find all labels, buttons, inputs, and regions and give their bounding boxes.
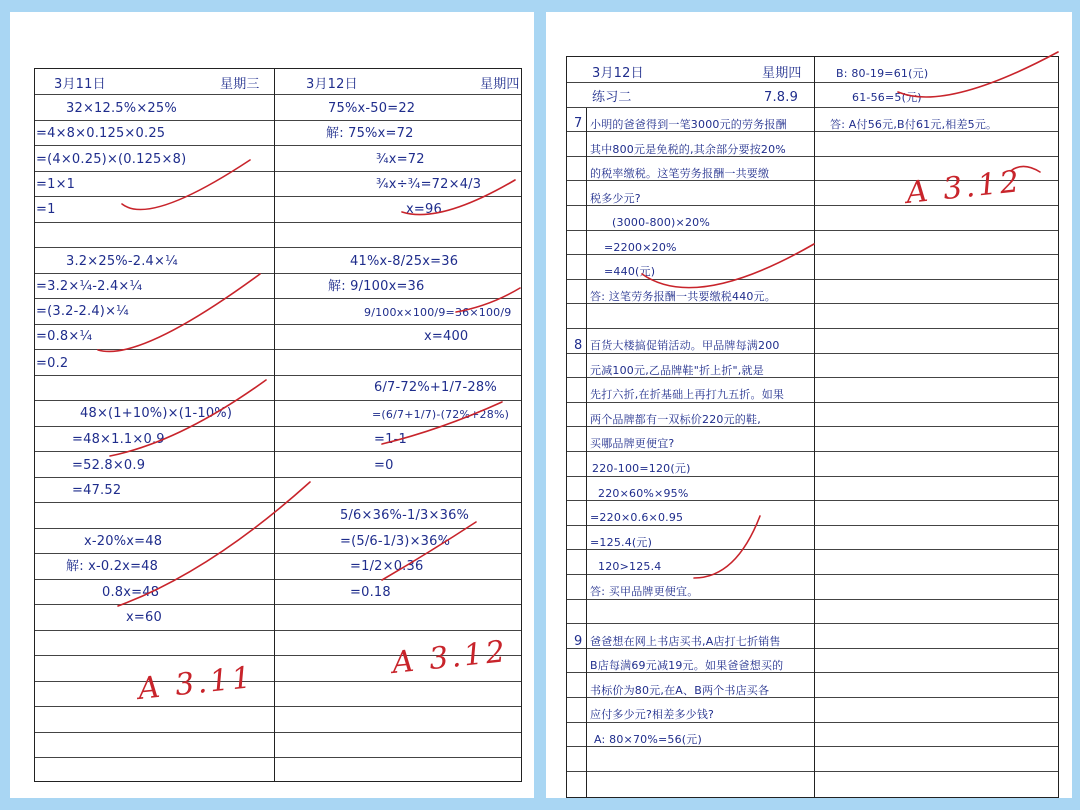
calc-line: =0.18	[350, 585, 391, 600]
problem-line: 应付多少元?相差多少钱?	[590, 708, 715, 721]
problem-line: 元减100元,乙品牌鞋"折上折",就是	[590, 364, 764, 377]
calc-line: 解: 9/100x=36	[328, 279, 425, 294]
calc-line: 解: x-0.2x=48	[66, 559, 159, 574]
calc-line: =(5/6-1/3)×36%	[340, 534, 451, 549]
calc-line: x-20%x=48	[84, 534, 163, 549]
date-col2: 3月12日	[306, 77, 358, 92]
problem-number: 8	[574, 338, 583, 353]
solution-line: =440(元)	[604, 265, 656, 278]
calc-line: ¾x=72	[376, 152, 425, 167]
right-notebook-page	[546, 12, 1072, 798]
calc-line: 48×(1+10%)×(1-10%)	[80, 406, 233, 421]
calc-line: 32×12.5%×25%	[66, 101, 177, 116]
left-notebook-page	[10, 12, 534, 798]
solution-line: =2200×20%	[604, 241, 677, 254]
solution-line: B: 80-19=61(元)	[836, 67, 929, 80]
calc-line: 5/6×36%-1/3×36%	[340, 508, 470, 523]
calc-line: x=96	[406, 202, 442, 217]
solution-line: 61-56=5(元)	[852, 91, 922, 104]
problem-line: 小明的爸爸得到一笔3000元的劳务报酬	[590, 118, 787, 131]
solution-line: 220×60%×95%	[598, 487, 689, 500]
calc-line: =0.2	[36, 356, 69, 371]
calc-line: =0.8×¼	[36, 329, 93, 344]
calc-line: x=60	[126, 610, 162, 625]
problem-number: 7	[574, 116, 583, 131]
calc-line: =(4×0.25)×(0.125×8)	[36, 152, 187, 167]
problem-line: 的税率缴税。这笔劳务报酬一共要缴	[590, 167, 770, 180]
teacher-grade-mark: A 3.12	[904, 164, 1024, 211]
weekday-col1: 星期四	[762, 66, 802, 81]
calc-line: =0	[374, 458, 394, 473]
calc-line: 9/100x×100/9=36×100/9	[364, 306, 512, 319]
calc-line: =3.2×¼-2.4×¼	[36, 279, 143, 294]
problem-line: B店每满69元减19元。如果爸爸想买的	[590, 659, 784, 672]
problem-line: 书标价为80元,在A、B两个书店买各	[590, 684, 770, 697]
calc-line: =(3.2-2.4)×¼	[36, 304, 129, 319]
problem-line: 其中800元是免税的,其余部分要按20%	[590, 143, 786, 156]
problem-line: 先打六折,在折基础上再打九五折。如果	[590, 388, 785, 401]
answer-line: 答: A付56元,B付61元,相差5元。	[830, 118, 998, 131]
calc-line: =1/2×0.36	[350, 559, 424, 574]
problem-line: 买哪品牌更便宜?	[590, 437, 675, 450]
calc-line: 6/7-72%+1/7-28%	[374, 380, 497, 395]
right-column-divider	[814, 56, 815, 798]
calc-line: x=400	[424, 329, 469, 344]
problem-line: 百货大楼搞促销活动。甲品牌每满200	[590, 339, 780, 352]
calc-line: =(6/7+1/7)-(72%+28%)	[372, 408, 510, 421]
teacher-grade-mark: A 3.12	[390, 634, 510, 681]
problem-line: 两个品牌都有一双标价220元的鞋,	[590, 413, 761, 426]
problem-number: 9	[574, 634, 583, 649]
problem-line: 爸爸想在网上书店买书,A店打七折销售	[590, 635, 781, 648]
calc-line: 解: 75%x=72	[326, 126, 414, 141]
problem-line: 税多少元?	[590, 192, 641, 205]
solution-line: 220-100=120(元)	[592, 462, 691, 475]
calc-line: ¾x÷¾=72×4/3	[376, 177, 482, 192]
calc-line: 0.8x=48	[102, 585, 160, 600]
exercise-title: 练习二	[592, 90, 632, 105]
weekday-col2: 星期四	[480, 77, 520, 92]
problem-number-divider	[586, 108, 587, 798]
solution-line: =220×0.6×0.95	[590, 511, 684, 524]
left-column-divider	[274, 68, 275, 782]
calc-line: =47.52	[72, 483, 122, 498]
calc-line: =48×1.1×0.9	[72, 432, 165, 447]
answer-line: 答: 这笔劳务报酬一共要缴税440元。	[590, 290, 776, 303]
calc-line: 75%x-50=22	[328, 101, 416, 116]
calc-line: =1-1	[374, 432, 407, 447]
solution-line: 120>125.4	[598, 560, 662, 573]
calc-line: =1×1	[36, 177, 76, 192]
weekday-col1: 星期三	[220, 77, 260, 92]
calc-line: =1	[36, 202, 56, 217]
solution-line: =125.4(元)	[590, 536, 653, 549]
date-col1: 3月11日	[54, 77, 106, 92]
exercise-pages: 7.8.9	[764, 90, 799, 105]
calc-line: =4×8×0.125×0.25	[36, 126, 166, 141]
answer-line: 答: 买甲品牌更便宜。	[590, 585, 699, 598]
calc-line: =52.8×0.9	[72, 458, 146, 473]
solution-line: (3000-800)×20%	[612, 216, 711, 229]
date-col1: 3月12日	[592, 66, 644, 81]
teacher-grade-mark: A 3.11	[136, 660, 256, 707]
calc-line: 41%x-8/25x=36	[350, 254, 459, 269]
solution-line: A: 80×70%=56(元)	[594, 733, 702, 746]
calc-line: 3.2×25%-2.4×¼	[66, 254, 178, 269]
